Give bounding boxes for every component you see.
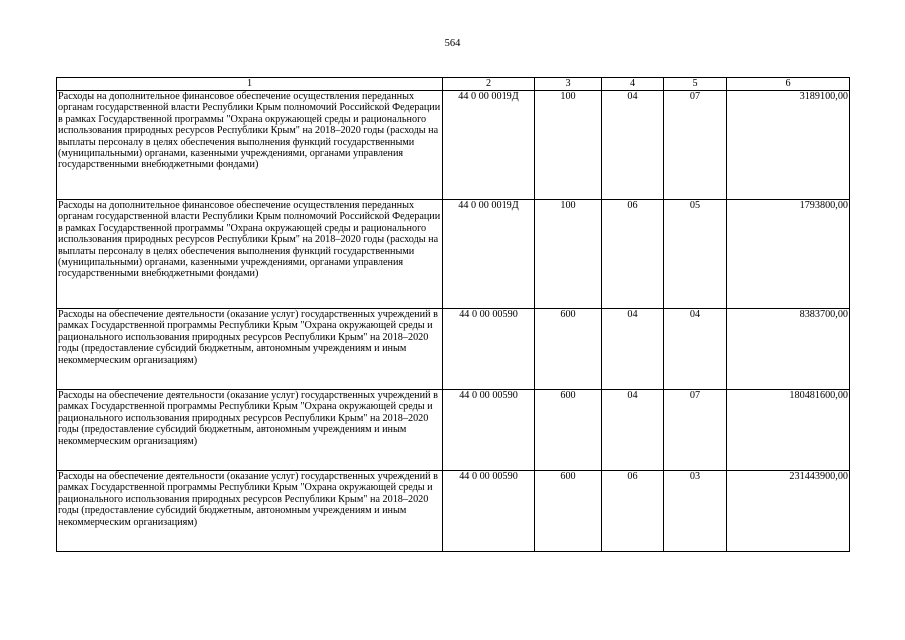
expense-description: Расходы на обеспечение деятельности (оказание услуг) государственных учреждений в рамках Государственной программы Республики Крым "Охрана окружающей среды и рационального использования природных ресурсов Республики Крым" на 2018–2020 годы (предоставление субсидий бюджетным, автономным учреждениям и иным некоммерческим организациям) [57, 390, 443, 471]
table-row [57, 471, 850, 552]
expense-type-code: 100 [535, 91, 602, 200]
amount-value: 180481600,00 [727, 390, 850, 471]
column-header-5: 5 [664, 78, 727, 91]
target-article-code: 44 0 00 0019Д [443, 91, 535, 200]
page-number: 564 [444, 38, 461, 49]
column-header-2: 2 [443, 78, 535, 91]
column-header-4: 4 [602, 78, 664, 91]
column-header-6: 6 [727, 78, 850, 91]
amount-value: 1793800,00 [727, 200, 850, 309]
column-header-1: 1 [57, 78, 443, 91]
subsection-code: 04 [664, 309, 727, 390]
target-article-code: 44 0 00 0019Д [443, 200, 535, 309]
expense-type-code: 600 [535, 471, 602, 552]
section-code: 06 [602, 471, 664, 552]
table-row [57, 309, 850, 390]
expense-description: Расходы на обеспечение деятельности (оказание услуг) государственных учреждений в рамках Государственной программы Республики Крым "Охрана окружающей среды и рационального использования природных ресурсов Республики Крым" на 2018–2020 годы (предоставление субсидий бюджетным, автономным учреждениям и иным некоммерческим организациям) [57, 471, 443, 552]
expense-description: Расходы на дополнительное финансовое обеспечение осуществления переданных органам государственной власти Республики Крым полномочий Российской Федерации в рамках Государственной программы "Охрана окружающей среды и рационального использования природных ресурсов Республики Крым" на 2018–2020 годы (расходы на выплаты персоналу в целях обеспечения выполнения функций государственными (муниципальными) органами, казенными учреждениями, органами управления государственными внебюджетными фондами) [57, 91, 443, 200]
expense-type-code: 600 [535, 390, 602, 471]
table-row [57, 200, 850, 309]
subsection-code: 07 [664, 91, 727, 200]
table-row [57, 91, 850, 200]
expense-type-code: 100 [535, 200, 602, 309]
subsection-code: 03 [664, 471, 727, 552]
subsection-code: 05 [664, 200, 727, 309]
amount-value: 231443900,00 [727, 471, 850, 552]
subsection-code: 07 [664, 390, 727, 471]
target-article-code: 44 0 00 00590 [443, 471, 535, 552]
amount-value: 8383700,00 [727, 309, 850, 390]
amount-value: 3189100,00 [727, 91, 850, 200]
table-header-row [57, 78, 850, 91]
table-row [57, 390, 850, 471]
expense-description: Расходы на обеспечение деятельности (оказание услуг) государственных учреждений в рамках Государственной программы Республики Крым "Охрана окружающей среды и рационального использования природных ресурсов Республики Крым" на 2018–2020 годы (предоставление субсидий бюджетным, автономным учреждениям и иным некоммерческим организациям) [57, 309, 443, 390]
target-article-code: 44 0 00 00590 [443, 309, 535, 390]
target-article-code: 44 0 00 00590 [443, 390, 535, 471]
expense-description: Расходы на дополнительное финансовое обеспечение осуществления переданных органам государственной власти Республики Крым полномочий Российской Федерации в рамках Государственной программы "Охрана окружающей среды и рационального использования природных ресурсов Республики Крым" на 2018–2020 годы (расходы на выплаты персоналу в целях обеспечения выполнения функций государственными (муниципальными) органами, казенными учреждениями, органами управления государственными внебюджетными фондами) [57, 200, 443, 309]
section-code: 06 [602, 200, 664, 309]
budget-table [56, 77, 850, 552]
section-code: 04 [602, 91, 664, 200]
section-code: 04 [602, 309, 664, 390]
section-code: 04 [602, 390, 664, 471]
expense-type-code: 600 [535, 309, 602, 390]
column-header-3: 3 [535, 78, 602, 91]
